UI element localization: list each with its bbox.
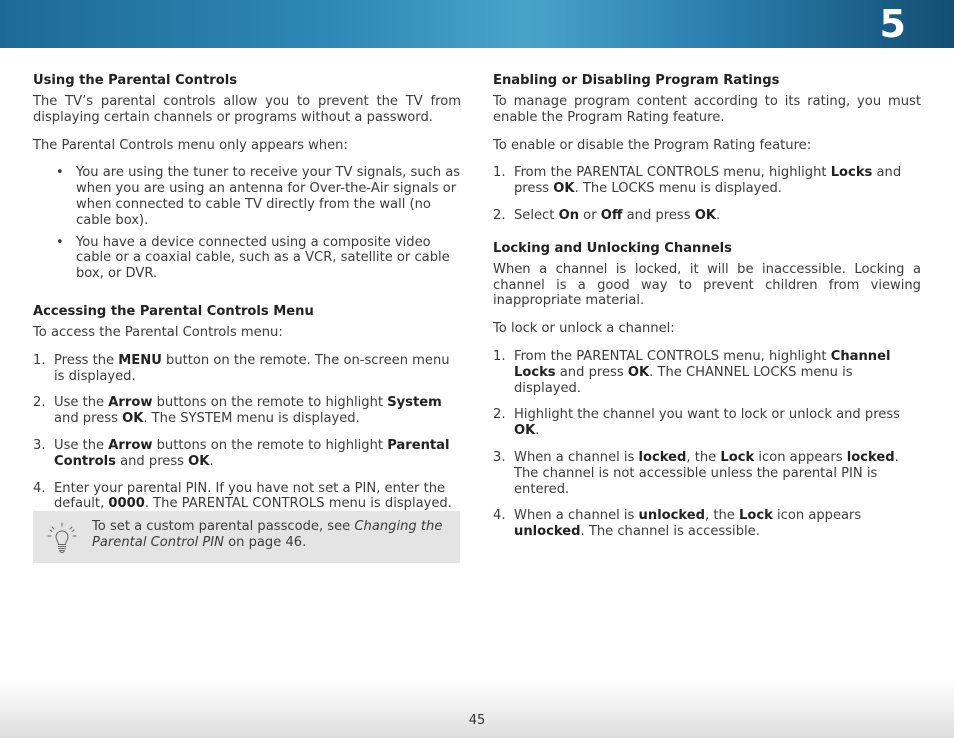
cross-reference-link[interactable]: Changing the Parental Control PIN — [92, 519, 443, 550]
section-title-accessing-menu: Accessing the Parental Controls Menu — [33, 303, 314, 319]
chapter-number: 5 — [879, 2, 906, 46]
step-item: 2. Use the Arrow buttons on the remote to highlight System and press OK. The SYSTEM menu is displayed. — [33, 395, 442, 427]
section-title-program-ratings: Enabling or Disabling Program Ratings — [493, 73, 780, 88]
paragraph: When a channel is locked, it will be inaccessible. Locking a channel is a good way to prevent children from viewing inappropriate material. — [493, 261, 921, 309]
step-item: 3. When a channel is locked, the Lock icon appears locked. The channel is not accessible unless the parental PIN is entered. — [493, 449, 899, 497]
paragraph: The TV’s parental controls allow you to prevent the TV from displaying certain channels or programs without a password. — [33, 94, 461, 125]
step-item: 3. Use the Arrow buttons on the remote to highlight Parental Controls and press OK. — [33, 437, 450, 469]
section-title-channel-locks: Locking and Unlocking Channels — [493, 240, 732, 256]
step-item: 2. Select On or Off and press OK. — [493, 207, 721, 223]
paragraph: To enable or disable the Program Rating feature: — [493, 137, 812, 153]
step-item: 4. When a channel is unlocked, the Lock icon appears unlocked. The channel is accessible. — [493, 508, 862, 540]
bullet-item: • You have a device connected using a composite video cable or a coaxial cable, such as a VCR, satellite or cable box, or DVR. — [56, 234, 450, 282]
paragraph: To manage program content according to its rating, you must enable the Program Rating feature. — [493, 94, 921, 125]
step-item: 2. Highlight the channel you want to lock or unlock and press OK. — [493, 407, 900, 439]
right-column — [493, 73, 921, 551]
chapter-header-bar — [0, 0, 954, 48]
paragraph: The Parental Controls menu only appears when: — [33, 137, 348, 153]
tip-text: To set a custom parental passcode, see Changing the Parental Control PIN on page 46. — [92, 519, 443, 550]
step-item: 1. Press the MENU button on the remote. The on-screen menu is displayed. — [33, 352, 450, 384]
left-column — [33, 73, 461, 523]
step-item: 1. From the PARENTAL CONTROLS menu, highlight Channel Locks and press OK. The CHANNEL LOCKS menu is displayed. — [493, 348, 891, 396]
bullet-item: • You are using the tuner to receive your TV signals, such as when you are using an antenna for Over-the-Air signals or when connected to cable TV directly from the wall (no cable box). — [56, 165, 461, 228]
page-number: 45 — [468, 713, 486, 728]
bullet-dot-icon: • — [56, 165, 64, 181]
step-item: 1. From the PARENTAL CONTROLS menu, highlight Locks and press OK. The LOCKS menu is displayed. — [493, 165, 902, 197]
lightbulb-icon — [45, 521, 79, 555]
footer-bar — [0, 680, 954, 738]
paragraph: To lock or unlock a channel: — [493, 321, 675, 337]
step-item: 4. Enter your parental PIN. If you have not set a PIN, enter the default, 0000. The PARENTAL CONTROLS menu is displayed. — [33, 480, 452, 512]
bullet-dot-icon: • — [56, 234, 64, 250]
paragraph: To access the Parental Controls menu: — [33, 324, 283, 340]
section-title-using-parental-controls: Using the Parental Controls — [33, 73, 237, 88]
tip-box — [33, 511, 460, 563]
